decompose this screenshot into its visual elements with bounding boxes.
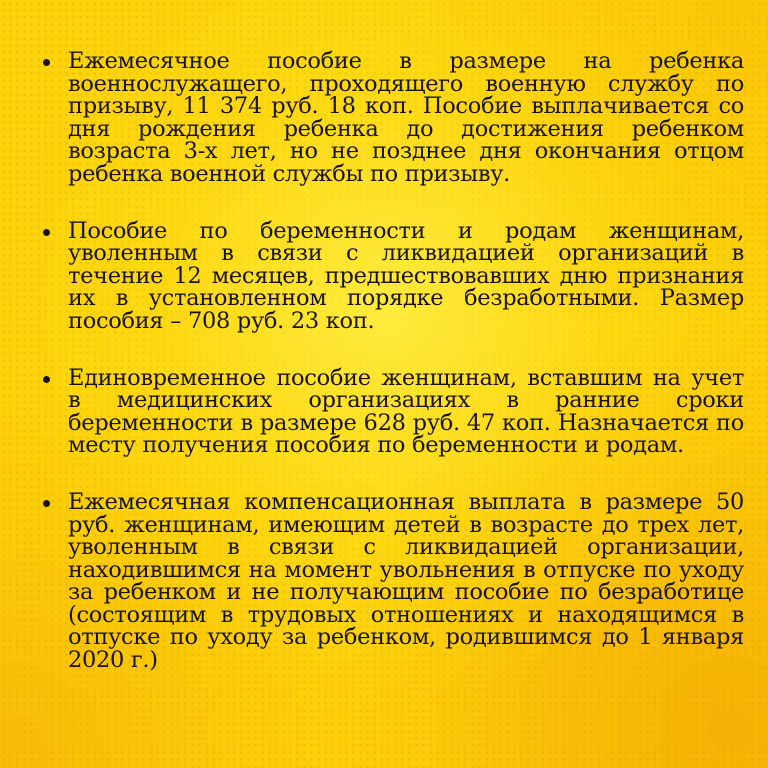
bullet-icon xyxy=(43,229,50,236)
list-item xyxy=(68,364,744,459)
bullet-icon xyxy=(43,500,50,507)
list-item xyxy=(68,217,744,334)
benefits-list xyxy=(68,50,744,706)
benefit-text: Ежемесячная компенсационная выплата в размере 50 руб. женщинам, имеющим детей в возрасте до трех лет, уволенным в связи с ликвидацией организации, находившимся на момент увольнения в отпуске по уходу за ребенком и не получающим пособие по безработице (состоящим в трудовых отношениях и находящимся в отпуске по уходу за ребенком, родившимся до 1 января 2020 г.) xyxy=(68,488,744,674)
bullet-icon xyxy=(43,376,50,383)
bullet-icon xyxy=(43,59,50,66)
benefit-text: Пособие по беременности и родам женщинам, уволенным в связи с ликвидацией организаций в течение 12 месяцев, предшествовавших дню признания их в установленном порядке безработными. Размер пособия – 708 руб. 23 коп. xyxy=(68,217,744,334)
list-item xyxy=(68,50,744,186)
benefit-text: Единовременное пособие женщинам, вставшим на учет в медицинских организациях в ранние сроки беременности в размере 628 руб. 47 коп. Назначается по месту получения пособия по беременности и родам. xyxy=(68,364,744,459)
benefit-text: Ежемесячное пособие в размере на ребенка военнослужащего, проходящего военную службу по призыву, 11 374 руб. 18 коп. Пособие выплачивается со дня рождения ребенка до достижения ребенком возраста 3-х лет, но не позднее дня окончания отцом ребенка военной службы по призыву. xyxy=(68,48,744,187)
list-item xyxy=(68,488,744,674)
